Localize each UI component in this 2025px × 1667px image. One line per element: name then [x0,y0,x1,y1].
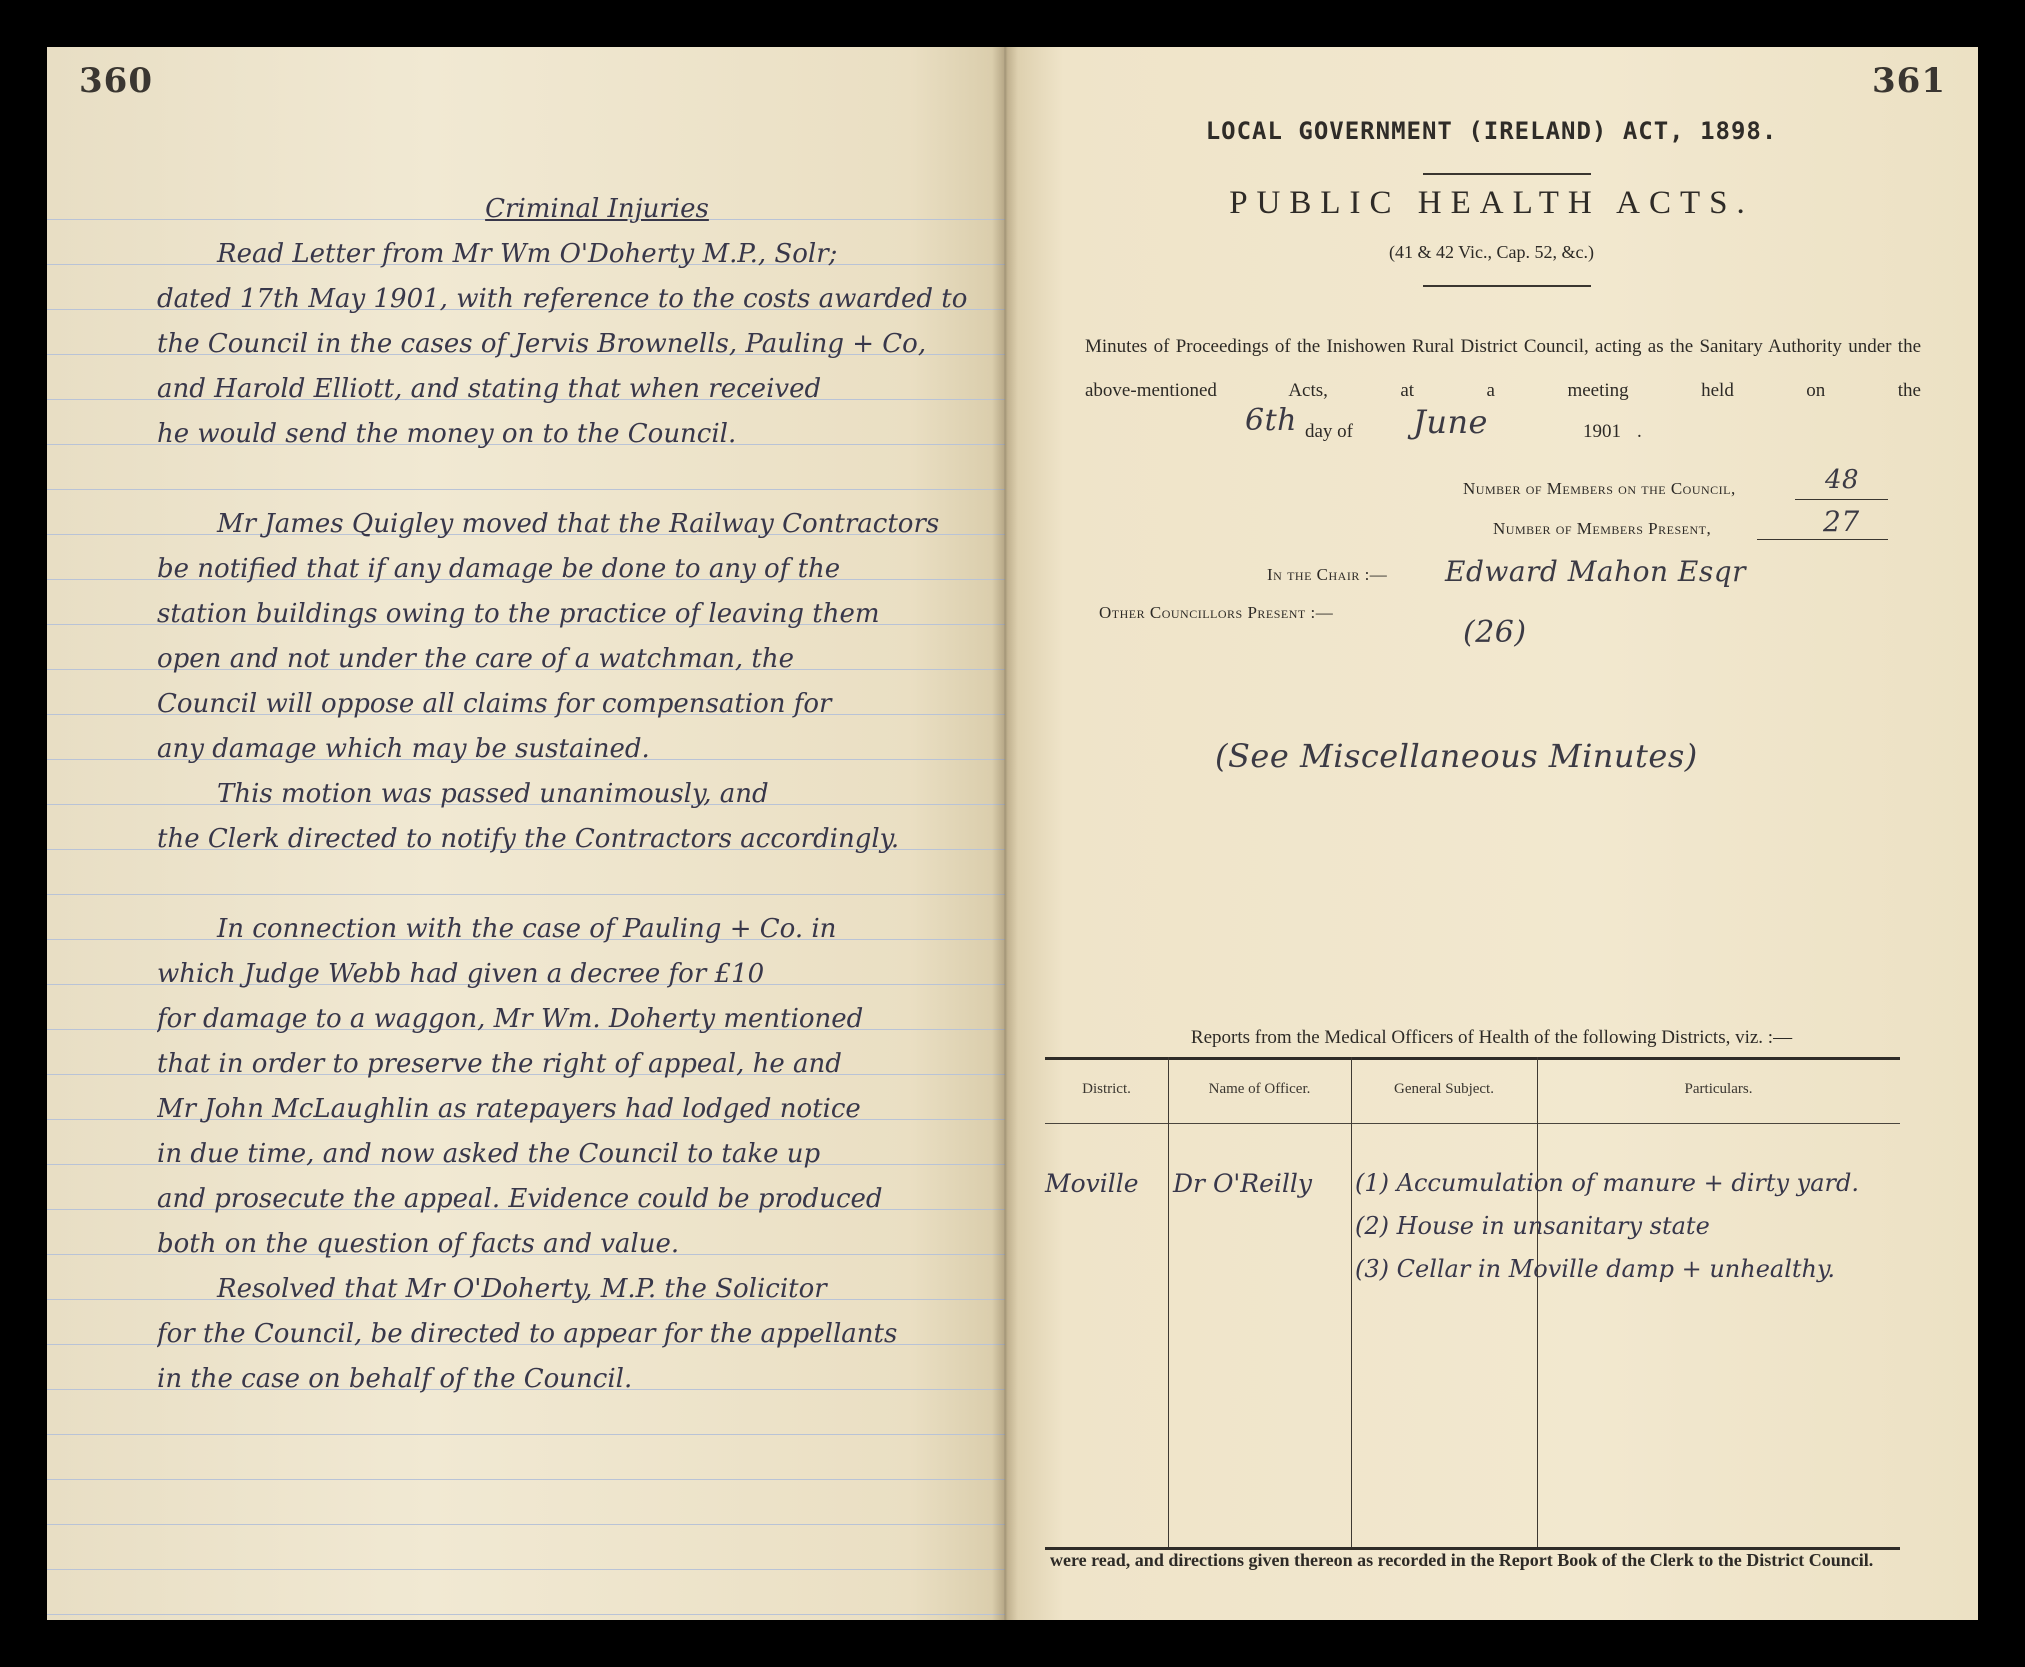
minutes-preamble: Minutes of Proceedings of the Inishowen Rural District Council, acting as the Sanitary Authority under the above-mentioned Acts, at a meeting held on the [1085,336,1921,401]
handwritten-line: This motion was passed unanimously, and [217,779,769,809]
table-column-divider [1168,1057,1169,1547]
right-page-number: 361 [1872,61,1946,101]
handwritten-line: open and not under the care of a watchman, the [157,644,794,674]
header-particulars: Particulars. [1684,1081,1753,1097]
handwritten-line: in the case on behalf of the Council. [157,1364,633,1394]
handwritten-minutes [157,187,977,1402]
reports-heading: Reports from the Medical Officers of Health of the following Districts, viz. :— [1190,1027,1793,1048]
members-present-underline [1757,539,1888,540]
blank-line [157,457,977,502]
handwritten-line: he would send the money on to the Council. [157,419,737,449]
handwritten-line: the Council in the cases of Jervis Brownells, Pauling + Co, [157,329,927,359]
header-officer: Name of Officer. [1208,1081,1311,1097]
cell-subject-3: (3) Cellar in Moville damp + unhealthy. [1355,1255,1835,1283]
handwritten-line: in due time, and now asked the Council to take up [157,1139,821,1169]
book-gutter [992,47,1018,1620]
header-general-subject: General Subject. [1394,1081,1494,1097]
handwritten-line: that in order to preserve the right of appeal, he and [157,1049,842,1079]
members-present-value: 27 [1823,505,1860,538]
footer-text: were read, and directions given thereon as recorded in the Report Book of the Clerk to the District Council. [1050,1550,1874,1570]
handwritten-line: any damage which may be sustained. [157,734,650,764]
miscellaneous-minutes-note: (See Miscellaneous Minutes) [1215,737,1698,775]
title-rule-top [1423,173,1591,175]
table-top-rule [1045,1057,1900,1060]
handwritten-line: both on the question of facts and value. [157,1229,680,1259]
handwritten-line: station buildings owing to the practice of leaving them [157,599,880,629]
handwritten-line: In connection with the case of Pauling + Co. in [217,914,837,944]
handwritten-line: dated 17th May 1901, with reference to the costs awarded to [157,284,968,314]
handwritten-line: Read Letter from Mr Wm O'Doherty M.P., Solr; [217,239,838,269]
handwritten-line: the Clerk directed to notify the Contractors accordingly. [157,824,900,854]
handwritten-line: for the Council, be directed to appear for the appellants [157,1319,898,1349]
handwritten-line: which Judge Webb had given a decree for £10 [157,959,765,989]
open-minute-book [47,47,1978,1620]
statute-reference: (41 & 42 Vic., Cap. 52, &c.) [1388,242,1595,262]
handwritten-line: Mr James Quigley moved that the Railway Contractors [217,509,940,539]
cell-subject-2: (2) House in unsanitary state [1355,1212,1710,1240]
handwritten-line: and Harold Elliott, and stating that when received [157,374,822,404]
members-on-council-underline [1795,499,1888,500]
health-reports-table [1045,1057,1900,1577]
handwritten-line: for damage to a waggon, Mr Wm. Doherty mentioned [157,1004,864,1034]
meeting-date-line [1005,401,1978,451]
header-district: District. [1082,1081,1131,1097]
day-of-label: day of [1305,421,1354,442]
day-value: 6th [1245,403,1297,438]
table-column-divider [1537,1057,1538,1547]
month-value: June [1413,403,1488,441]
title-rule-bottom [1423,285,1591,287]
section-heading: Criminal Injuries [485,194,709,224]
year-suffix: . [1637,421,1642,442]
left-page [47,47,1005,1620]
members-on-council-value: 48 [1825,465,1860,495]
handwritten-line: and prosecute the appeal. Evidence could be produced [157,1184,883,1214]
chair-value: Edward Mahon Esqr [1445,555,1747,588]
other-councillors-value: (26) [1463,615,1527,650]
other-councillors-label: Other Councillors Present :— [1099,603,1334,622]
handwritten-line: be notified that if any damage be done to any of the [157,554,841,584]
act-title: LOCAL GOVERNMENT (IRELAND) ACT, 1898. [1205,117,1778,145]
cell-subject-1: (1) Accumulation of manure + dirty yard. [1355,1169,1860,1197]
table-header-rule [1045,1123,1900,1124]
right-page [1005,47,1978,1620]
table-column-divider [1351,1057,1352,1547]
year-printed: 1901 [1583,421,1621,442]
handwritten-line: Mr John McLaughlin as ratepayers had lodged notice [157,1094,861,1124]
left-page-number: 360 [79,61,153,101]
handwritten-line: Resolved that Mr O'Doherty, M.P. the Solicitor [217,1274,827,1304]
members-present-label: Number of Members Present, [1493,519,1712,538]
cell-officer: Dr O'Reilly [1173,1169,1313,1198]
public-health-acts-title: PUBLIC HEALTH ACTS. [1229,185,1754,221]
handwritten-line: Council will oppose all claims for compensation for [157,689,832,719]
members-on-council-label: Number of Members on the Council, [1463,479,1736,498]
blank-line [157,862,977,907]
cell-district: Moville [1045,1169,1139,1198]
chair-label: In the Chair :— [1267,565,1388,584]
